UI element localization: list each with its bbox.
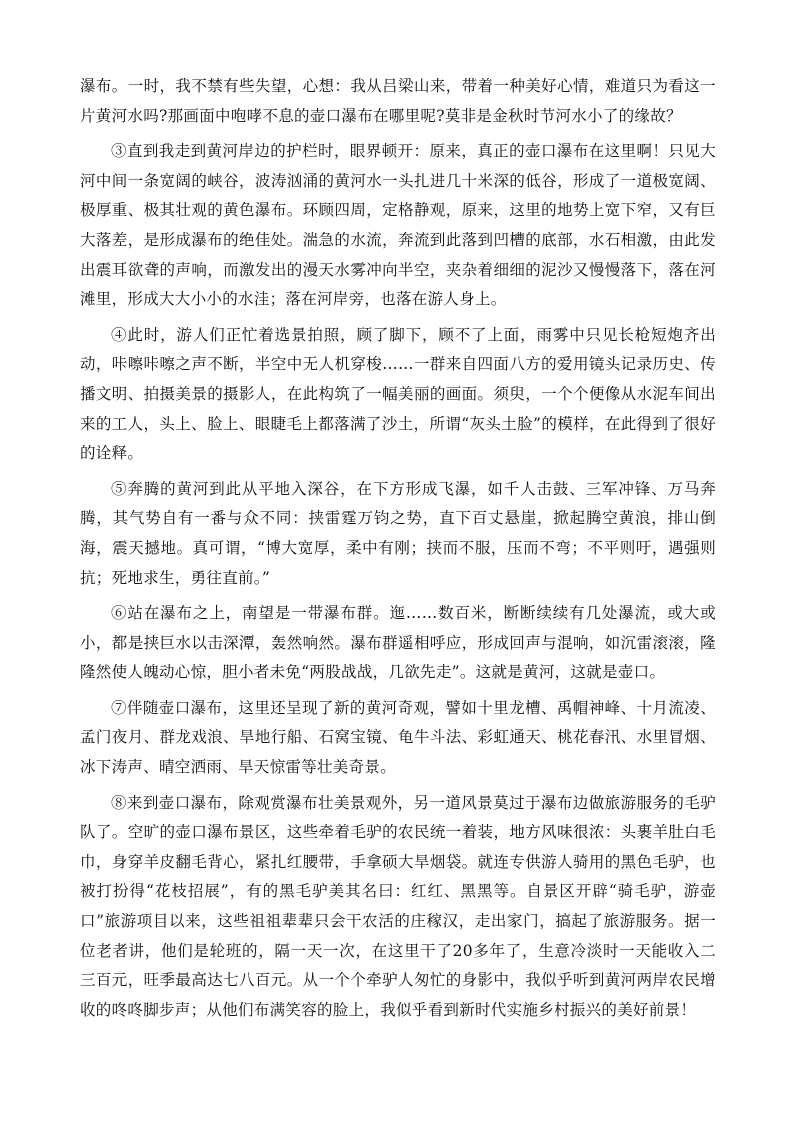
paragraph-6: ⑥站在瀑布之上，南望是一带瀑布群。迤……数百米，断断续续有几处瀑流，或大或小，都是挟巨水以击深潭，轰然响然。瀑布群遥相呼应，形成回声与混响，如沉雷滚滚，隆隆然使人魄动心惊，胆小者未免“两股战战，几欲先走”。这就是黄河，这就是壶口。 — [80, 604, 716, 682]
paragraph-4: ④此时，游人们正忙着选景拍照，顾了脚下，顾不了上面，雨雾中只见长枪短炮齐出动，咔嚓咔嚓之声不断，半空中无人机穿梭……一群来自四面八方的爱用镜头记录历史、传播文明、拍摄美景的摄影人，在此构筑了一幅美丽的画面。须臾，一个个便像从水泥车间出来的工人，头上、脸上、眼睫毛上都落满了沙土，所谓“灰头土脸”的模样，在此得到了很好的诠释。 — [80, 325, 716, 463]
paragraph-5: ⑤奔腾的黄河到此从平地入深谷，在下方形成飞瀑，如千人击鼓、三军冲锋、万马奔腾，其气势自有一番与众不同：挟雷霆万钧之势，直下百丈悬崖，掀起腾空黄浪，排山倒海，震天撼地。真可谓，“博大宽厚，柔中有刚；挟而不服，压而不弯；不平则吁，遇强则抗；死地求生，勇往直前。” — [80, 479, 716, 587]
document-body — [80, 72, 716, 1031]
paragraph-continued: 瀑布。一时，我不禁有些失望，心想：我从吕梁山来，带着一种美好心情，难道只为看这一片黄河水吗?那画面中咆哮不息的壶口瀑布在哪里呢?莫非是金秋时节河水小了的缘故？ — [80, 77, 716, 125]
paragraph-3: ③直到我走到黄河岸边的护栏时，眼界顿开：原来，真正的壶口瀑布在这里啊！只见大河中间一条宽阔的峡谷，波涛汹涌的黄河水一头扎进几十米深的低谷，形成了一道极宽阔、极厚重、极其壮观的黄色瀑布。环顾四周，定格静观，原来，这里的地势上宽下窄，又有巨大落差，是形成瀑布的绝佳处。湍急的水流，奔流到此落到凹槽的底部，水石相激，由此发出震耳欲聋的声响，而激发出的漫天水雾冲向半空，夹杂着细细的泥沙又慢慢落下，落在河滩里，形成大大小小的水洼；落在河岸旁，也落在游人身上。 — [80, 142, 716, 309]
paragraph-7: ⑦伴随壶口瀑布，这里还呈现了新的黄河奇观，譬如十里龙槽、禹帽神峰、十月流凌、孟门夜月、群龙戏浪、旱地行船、石窝宝镜、龟牛斗法、彩虹通天、桃花春汛、水里冒烟、冰下涛声、晴空洒雨、旱天惊雷等壮美奇景。 — [80, 698, 716, 777]
paragraph-8: ⑧来到壶口瀑布，除观赏瀑布壮美景观外，另一道风景莫过于瀑布边做旅游服务的毛驴队了。空旷的壶口瀑布景区，这些牵着毛驴的农民统一着装，地方风味很浓：头裹羊肚白毛巾，身穿羊皮翻毛背心，紧扎红腰带，手拿硕大旱烟袋。就连专供游人骑用的黑色毛驴，也被打扮得“花枝招展”，有的黑毛驴美其名曰：红红、黑黑等。自景区开辟“骑毛驴，游壶口”旅游项目以来，这些祖祖辈辈只会干农活的庄稼汉，走出家门，搞起了旅游服务。据一位老者讲，他们是轮班的，隔一天一次，在这里干了20多年了，生意冷淡时一天能收入二三百元，旺季最高达七八百元。从一个个牵驴人匆忙的身影中，我似乎听到黄河两岸农民增收的咚咚脚步声；从他们布满笑容的脸上，我似乎看到新时代实施乡村振兴的美好前景！ — [80, 793, 716, 1019]
